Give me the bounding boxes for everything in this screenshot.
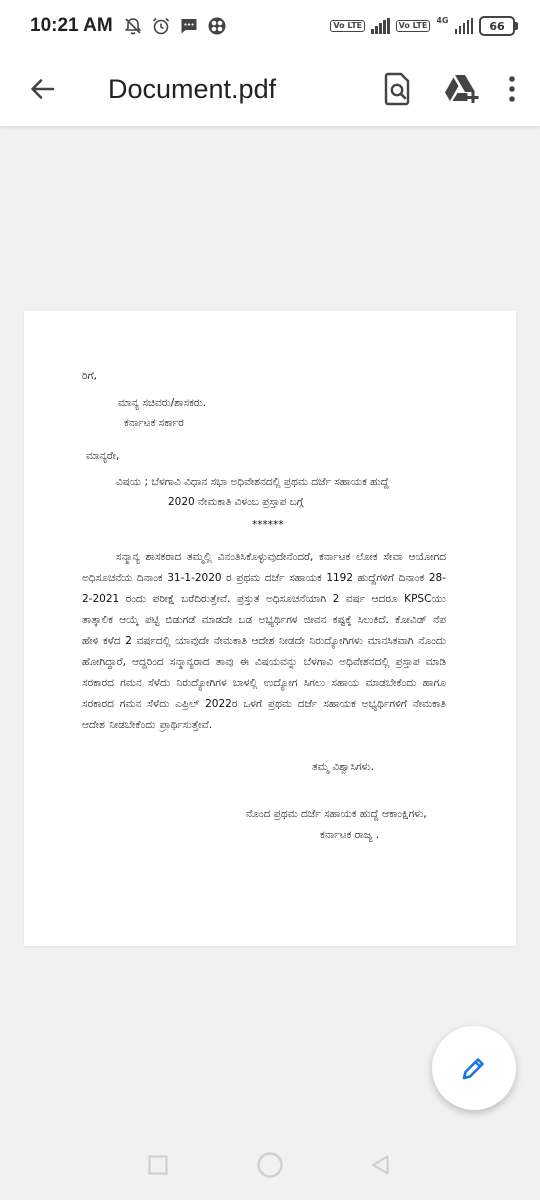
back-button[interactable] [12, 59, 72, 119]
back-triangle-icon [370, 1154, 390, 1176]
volte-badge: Vo LTE [330, 20, 365, 32]
network-type: 4G [436, 15, 449, 25]
message-icon [179, 16, 199, 36]
alarm-clock-icon [151, 16, 171, 36]
bell-off-icon [123, 16, 143, 36]
edit-pencil-icon [459, 1053, 489, 1083]
battery-level: 66 [479, 16, 515, 36]
home-circle-icon [256, 1151, 284, 1179]
app-grid-icon [207, 16, 227, 36]
volte-badge-2: Vo LTE [396, 20, 431, 32]
letter-body: ಸನ್ಮಾನ್ಯ ಶಾಸಕರಾದ ತಮ್ಮಲ್ಲಿ ವಿನಂತಿಸಿಕೊಳ್ಳುವುದೇನೆಂದರೆ, ಕರ್ನಾಟಕ ಲೋಕ ಸೇವಾ ಆಯೋಗದ ಅಧಿಸೂಚನೆಯ ದಿನಾಂಕ 31-1-2020 ರ ಪ್ರಥಮ ದರ್ಜೆ ಸಹಾಯಕ 1192 ಹುದ್ದೆಗಳಿಗೆ ದಿನಾಂಕ 28-2-2021 ರಂದು ಪರೀಕ್ಷೆ ಬರೆದಿರುತ್ತೇವೆ. ಪ್ರಸ್ತುತ ಅಧಿಸೂಚನೆಯಾಗಿ 2 ವರ್ಷ ಆದರೂ KPSCಯು ತಾತ್ಕಾಲಿಕ ಆಯ್ಕೆ ಪಟ್ಟಿ ಬಿಡುಗಡೆ ಮಾಡದೇ ಬಡ ಅಭ್ಯರ್ಥಿಗಳ ಜೀವನ ಕಷ್ಟಕ್ಕೆ ಸಿಲುಕಿದೆ. ಕೋವಿಡ್ ನೆಪ ಹೇಳಿ ಕಳೆದ 2 ವರ್ಷದಲ್ಲಿ ಯಾವುದೇ ನೇಮಕಾತಿ ಆದೇಶ ನೀಡದೇ ನಿರುದ್ಯೋಗಿಗಳು ಮಾನಸಿಕವಾಗಿ ನೊಂದು ಹೋಗಿದ್ದಾರೆ, ಆದ್ದರಿಂದ ಸನ್ಮಾನ್ಯರಾದ ತಾವು ಈ ವಿಷಯವನ್ನು ಬೆಳಗಾವಿ ಅಧಿವೇಶನದಲ್ಲಿ ಪ್ರಸ್ತಾಪ ಮಾಡಿ ಸರಕಾರದ ಗಮನ ಸೆಳೆದು ನಿರುದ್ಯೋಗಿಗಳ ಬಾಳಲ್ಲಿ ಉದ್ಯೋಗ ಸಿಗಲು ಸಹಾಯ ಮಾಡಬೇಕೆಂದು ಹಾಗೂ ಸರಕಾರದ ಗಮನ ಸೆಳೆದು ಎಪ್ರಿಲ್ 2022ರ ಒಳಗೆ ಪ್ರಥಮ ದರ್ಜೆ ಸಹಾಯಕ ಅಭ್ಯರ್ಥಿಗಳಿಗೆ ನೇಮಕಾತಿ ಆದೇಶ ನೀಡಬೇಕೆಂದು ಪ್ರಾರ್ಥಿಸುತ್ತೇವೆ. [82, 551, 446, 731]
document-title: Document.pdf [108, 73, 277, 104]
more-options-button[interactable] [494, 59, 530, 119]
search-document-icon [384, 72, 412, 106]
status-notification-icons [123, 16, 227, 36]
letter-to: ರಿಗೆ, [82, 370, 97, 382]
status-time: 10:21 AM [30, 15, 113, 36]
system-nav-bar [0, 1130, 540, 1200]
signal-strength-icon [371, 18, 390, 34]
letter-signature-1: ನೊಂದ ಪ್ರಥಮ ದರ್ಜೆ ಸಹಾಯಕ ಹುದ್ದೆ ಆಕಾಂಕ್ಷಿಗಳು, [246, 808, 427, 820]
pdf-page [24, 311, 516, 946]
letter-addressee-1: ಮಾನ್ಯ ಸಚಿವರು/ಶಾಸಕರು. [118, 397, 207, 409]
recents-button[interactable] [144, 1151, 172, 1179]
status-system-icons [330, 16, 518, 36]
nav-back-button[interactable] [366, 1151, 394, 1179]
letter-subject-2: 2020 ನೇಮಕಾತಿ ವಿಳಂಬ ಪ್ರಸ್ತಾಪ ಬಗ್ಗೆ [168, 496, 304, 508]
add-to-drive-icon [444, 73, 480, 105]
home-button[interactable] [254, 1149, 286, 1181]
battery-icon [479, 16, 518, 36]
letter-closing: ತಮ್ಮ ವಿಶ್ವಾಸಿಗಳು. [312, 761, 375, 773]
app-bar [0, 52, 540, 126]
search-document-button[interactable] [366, 59, 430, 119]
letter-subject-1: ವಿಷಯ ; ಬೆಳಗಾವಿ ವಿಧಾನ ಸಭಾ ಅಧಿವೇಶನದಲ್ಲಿ ಪ್ರಥಮ ದರ್ಜೆ ಸಹಾಯಕ ಹುದ್ದೆ [116, 476, 389, 488]
add-to-drive-button[interactable] [430, 59, 494, 119]
recents-square-icon [148, 1155, 168, 1175]
signal-strength-icon-2 [455, 18, 474, 34]
edit-fab-button[interactable] [432, 1026, 516, 1110]
status-bar [0, 0, 540, 52]
letter-signature-2: ಕರ್ನಾಟಕ ರಾಜ್ಯ . [320, 829, 380, 841]
app-bar-actions [366, 59, 530, 119]
more-vert-icon [508, 75, 516, 103]
letter-addressee-2: ಕರ್ನಾಟಕ ಸರ್ಕಾರ [124, 417, 184, 429]
letter-separator: ****** [252, 519, 284, 531]
letter-salutation: ಮಾನ್ಯರೇ, [86, 450, 120, 462]
back-arrow-icon [27, 74, 57, 104]
